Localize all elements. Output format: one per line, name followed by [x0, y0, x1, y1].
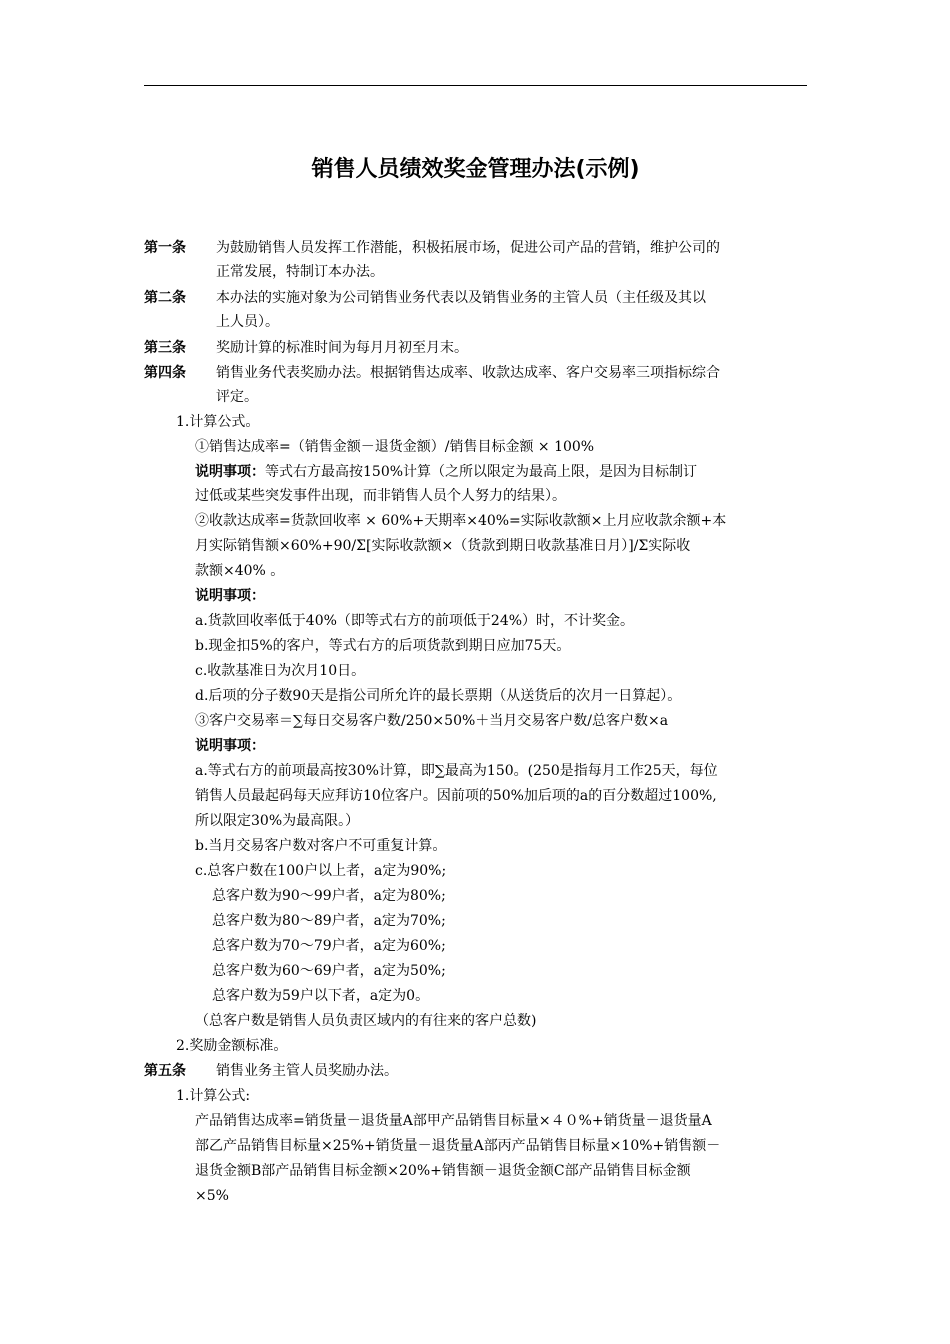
note-3-c-tier-4: 总客户数为60～69户者，a定为50%; [212, 963, 446, 979]
formula-collection-rate-line-2: 月实际销售额×60%+90/Σ[实际收款额×（货款到期日收款基准日月）]/Σ实际收 [195, 538, 691, 554]
a5-formula-line-3: 退货金额B部产品销售目标金额×20%+销售额－退货金额C部产品销售目标金额 [195, 1163, 691, 1179]
note-1-text: 等式右方最高按150%计算（之所以限定为最高上限，是因为目标制订 [265, 464, 698, 480]
article-1-line-1: 为鼓励销售人员发挥工作潜能，积极拓展市场，促进公司产品的营销，维护公司的 [216, 240, 720, 256]
article-1-line-2: 正常发展，特制订本办法。 [216, 264, 384, 280]
article-2-label: 第二条 [144, 290, 186, 306]
formula-sales-rate: ①销售达成率=（销售金额－退货金额）/销售目标金额 × 100% [195, 439, 595, 455]
note-3-c-tier-2: 总客户数为80～89户者，a定为70%; [212, 913, 446, 929]
note-3-a-line-1: a.等式右方的前项最高按30%计算，即∑最高为150。(250是指每月工作25天，每位 [195, 763, 718, 779]
note-2-b: b.现金扣5%的客户，等式右方的后项货款到期日应加75天。 [195, 638, 571, 654]
article-2-line-2: 上人员）。 [216, 314, 279, 330]
note-3-c-tier-1: 总客户数为90～99户者，a定为80%; [212, 888, 446, 904]
a5-formula-line-2: 部乙产品销售目标量×25%+销货量－退货量A部丙产品销售目标量×10%+销售额－ [195, 1138, 721, 1154]
a5-calc-heading: 1.计算公式: [176, 1088, 251, 1104]
article-2-line-1: 本办法的实施对象为公司销售业务代表以及销售业务的主管人员（主任级及其以 [216, 290, 706, 306]
a5-formula-line-1: 产品销售达成率=销货量－退货量A部甲产品销售目标量×４０%+销货量－退货量A [195, 1113, 712, 1129]
note-2-c: c.收款基准日为次月10日。 [195, 663, 366, 679]
article-5-line-1: 销售业务主管人员奖励办法。 [216, 1063, 398, 1079]
article-1-label: 第一条 [144, 240, 186, 256]
a4-calc-heading: 1.计算公式。 [176, 414, 260, 430]
formula-customer-rate: ③客户交易率＝∑每日交易客户数/250×50%＋当月交易客户数/总客户数×a [195, 713, 669, 729]
note-3-c-tier-3: 总客户数为70～79户者，a定为60%; [212, 938, 446, 954]
article-4-line-2: 评定。 [216, 389, 258, 405]
note-1-continued: 过低或某些突发事件出现，而非销售人员个人努力的结果）。 [195, 488, 566, 504]
note-3-b: b.当月交易客户数对客户不可重复计算。 [195, 838, 447, 854]
note-3-a-line-3: 所以限定30%为最高限。） [195, 813, 360, 829]
formula-collection-rate-line-3: 款额×40% 。 [195, 563, 285, 579]
note-2-a: a.货款回收率低于40%（即等式右方的前项低于24%）时，不计奖金。 [195, 613, 635, 629]
article-4-line-1: 销售业务代表奖励办法。根据销售达成率、收款达成率、客户交易率三项指标综合 [216, 365, 720, 381]
a5-formula-line-4: ×5% [195, 1188, 229, 1204]
note-3-c: c.总客户数在100户以上者，a定为90%; [195, 863, 447, 879]
note-2-label: 说明事项： [195, 588, 265, 604]
a4-reward-heading: 2.奖励金额标准。 [176, 1038, 288, 1054]
article-4-label: 第四条 [144, 365, 186, 381]
note-3-c-tier-5: 总客户数为59户以下者，a定为0。 [212, 988, 430, 1004]
note-3-footnote: （总客户数是销售人员负责区域内的有往来的客户总数) [195, 1013, 537, 1029]
note-1-label: 说明事项： [195, 464, 265, 480]
header-rule [144, 85, 807, 86]
formula-collection-rate-line-1: ②收款达成率=货款回收率 × 60%+天期率×40%=实际收款额×上月应收款余额+本 [195, 513, 727, 529]
note-1 [195, 460, 697, 484]
article-3-label: 第三条 [144, 340, 186, 356]
note-2-d: d.后项的分子数90天是指公司所允许的最长票期（从送货后的次月一日算起）。 [195, 688, 682, 704]
note-3-label: 说明事项： [195, 738, 265, 754]
article-5-label: 第五条 [144, 1063, 186, 1079]
document-title: 销售人员绩效奖金管理办法(示例) [311, 157, 640, 182]
note-3-a-line-2: 销售人员最起码每天应拜访10位客户。因前项的50%加后项的a的百分数超过100%, [195, 788, 717, 804]
article-3-line-1: 奖励计算的标准时间为每月月初至月末。 [216, 340, 468, 356]
